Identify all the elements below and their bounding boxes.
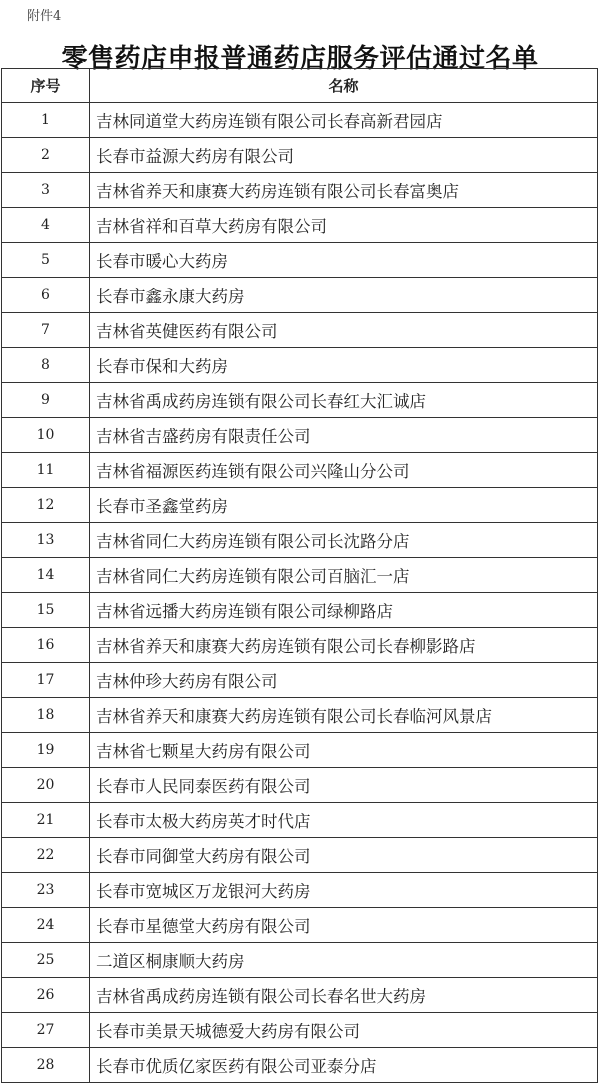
table-header-row xyxy=(2,69,598,103)
row-serial-number: 11 xyxy=(2,453,90,488)
row-serial-number: 13 xyxy=(2,523,90,558)
page-title: 零售药店申报普通药店服务评估通过名单 xyxy=(61,44,539,74)
table-row xyxy=(2,628,598,663)
table-row xyxy=(2,978,598,1013)
row-serial-number: 28 xyxy=(2,1048,90,1083)
row-serial-number: 27 xyxy=(2,1013,90,1048)
table-row xyxy=(2,453,598,488)
attachment-label: 附件4 xyxy=(27,9,62,24)
row-serial-number: 18 xyxy=(2,698,90,733)
table-row xyxy=(2,138,598,173)
row-serial-number: 17 xyxy=(2,663,90,698)
row-serial-number: 2 xyxy=(2,138,90,173)
table-row xyxy=(2,943,598,978)
row-pharmacy-name: 吉林省吉盛药房有限责任公司 xyxy=(90,418,598,453)
table-row xyxy=(2,488,598,523)
row-pharmacy-name: 长春市太极大药房英才时代店 xyxy=(90,803,598,838)
table-row xyxy=(2,348,598,383)
row-pharmacy-name: 吉林省禹成药房连锁有限公司长春名世大药房 xyxy=(90,978,598,1013)
row-serial-number: 5 xyxy=(2,243,90,278)
table-row xyxy=(2,593,598,628)
table-row xyxy=(2,733,598,768)
row-serial-number: 24 xyxy=(2,908,90,943)
row-pharmacy-name: 吉林省福源医药连锁有限公司兴隆山分公司 xyxy=(90,453,598,488)
row-pharmacy-name: 吉林仲珍大药房有限公司 xyxy=(90,663,598,698)
row-pharmacy-name: 吉林省同仁大药房连锁有限公司百脑汇一店 xyxy=(90,558,598,593)
row-serial-number: 3 xyxy=(2,173,90,208)
row-pharmacy-name: 吉林省同仁大药房连锁有限公司长沈路分店 xyxy=(90,523,598,558)
row-pharmacy-name: 长春市鑫永康大药房 xyxy=(90,278,598,313)
row-serial-number: 8 xyxy=(2,348,90,383)
row-pharmacy-name: 长春市圣鑫堂药房 xyxy=(90,488,598,523)
row-pharmacy-name: 长春市益源大药房有限公司 xyxy=(90,138,598,173)
table-row xyxy=(2,1013,598,1048)
table-row xyxy=(2,873,598,908)
header-serial-number: 序号 xyxy=(2,69,90,103)
row-pharmacy-name: 二道区桐康顺大药房 xyxy=(90,943,598,978)
row-pharmacy-name: 吉林省养天和康赛大药房连锁有限公司长春柳影路店 xyxy=(90,628,598,663)
row-serial-number: 20 xyxy=(2,768,90,803)
table-row xyxy=(2,838,598,873)
row-pharmacy-name: 吉林省祥和百草大药房有限公司 xyxy=(90,208,598,243)
row-pharmacy-name: 长春市美景天城德爱大药房有限公司 xyxy=(90,1013,598,1048)
row-pharmacy-name: 长春市保和大药房 xyxy=(90,348,598,383)
table-row xyxy=(2,803,598,838)
row-serial-number: 4 xyxy=(2,208,90,243)
table-row xyxy=(2,768,598,803)
row-serial-number: 16 xyxy=(2,628,90,663)
row-serial-number: 10 xyxy=(2,418,90,453)
row-serial-number: 12 xyxy=(2,488,90,523)
row-serial-number: 25 xyxy=(2,943,90,978)
row-pharmacy-name: 长春市暖心大药房 xyxy=(90,243,598,278)
row-pharmacy-name: 吉林省养天和康赛大药房连锁有限公司长春临河风景店 xyxy=(90,698,598,733)
header-name: 名称 xyxy=(90,69,598,103)
table-row xyxy=(2,663,598,698)
row-serial-number: 23 xyxy=(2,873,90,908)
row-serial-number: 21 xyxy=(2,803,90,838)
row-pharmacy-name: 长春市同御堂大药房有限公司 xyxy=(90,838,598,873)
table-row xyxy=(2,103,598,138)
row-serial-number: 1 xyxy=(2,103,90,138)
row-pharmacy-name: 吉林同道堂大药房连锁有限公司长春高新君园店 xyxy=(90,103,598,138)
row-serial-number: 6 xyxy=(2,278,90,313)
row-serial-number: 15 xyxy=(2,593,90,628)
table-row xyxy=(2,313,598,348)
row-serial-number: 22 xyxy=(2,838,90,873)
row-pharmacy-name: 长春市星德堂大药房有限公司 xyxy=(90,908,598,943)
row-pharmacy-name: 长春市优质亿家医药有限公司亚泰分店 xyxy=(90,1048,598,1083)
row-serial-number: 9 xyxy=(2,383,90,418)
table-row xyxy=(2,173,598,208)
row-pharmacy-name: 吉林省英健医药有限公司 xyxy=(90,313,598,348)
table-row xyxy=(2,418,598,453)
row-pharmacy-name: 吉林省养天和康赛大药房连锁有限公司长春富奥店 xyxy=(90,173,598,208)
pharmacy-list-table xyxy=(1,68,598,1083)
row-pharmacy-name: 吉林省禹成药房连锁有限公司长春红大汇诚店 xyxy=(90,383,598,418)
row-pharmacy-name: 长春市人民同泰医药有限公司 xyxy=(90,768,598,803)
table-row xyxy=(2,383,598,418)
row-serial-number: 19 xyxy=(2,733,90,768)
row-serial-number: 26 xyxy=(2,978,90,1013)
row-pharmacy-name: 吉林省七颗星大药房有限公司 xyxy=(90,733,598,768)
table-row xyxy=(2,278,598,313)
table-row xyxy=(2,1048,598,1083)
row-serial-number: 7 xyxy=(2,313,90,348)
table-row xyxy=(2,243,598,278)
table-row xyxy=(2,698,598,733)
table-row xyxy=(2,558,598,593)
row-pharmacy-name: 长春市宽城区万龙银河大药房 xyxy=(90,873,598,908)
table-row xyxy=(2,908,598,943)
row-pharmacy-name: 吉林省远播大药房连锁有限公司绿柳路店 xyxy=(90,593,598,628)
row-serial-number: 14 xyxy=(2,558,90,593)
table-row xyxy=(2,208,598,243)
table-row xyxy=(2,523,598,558)
